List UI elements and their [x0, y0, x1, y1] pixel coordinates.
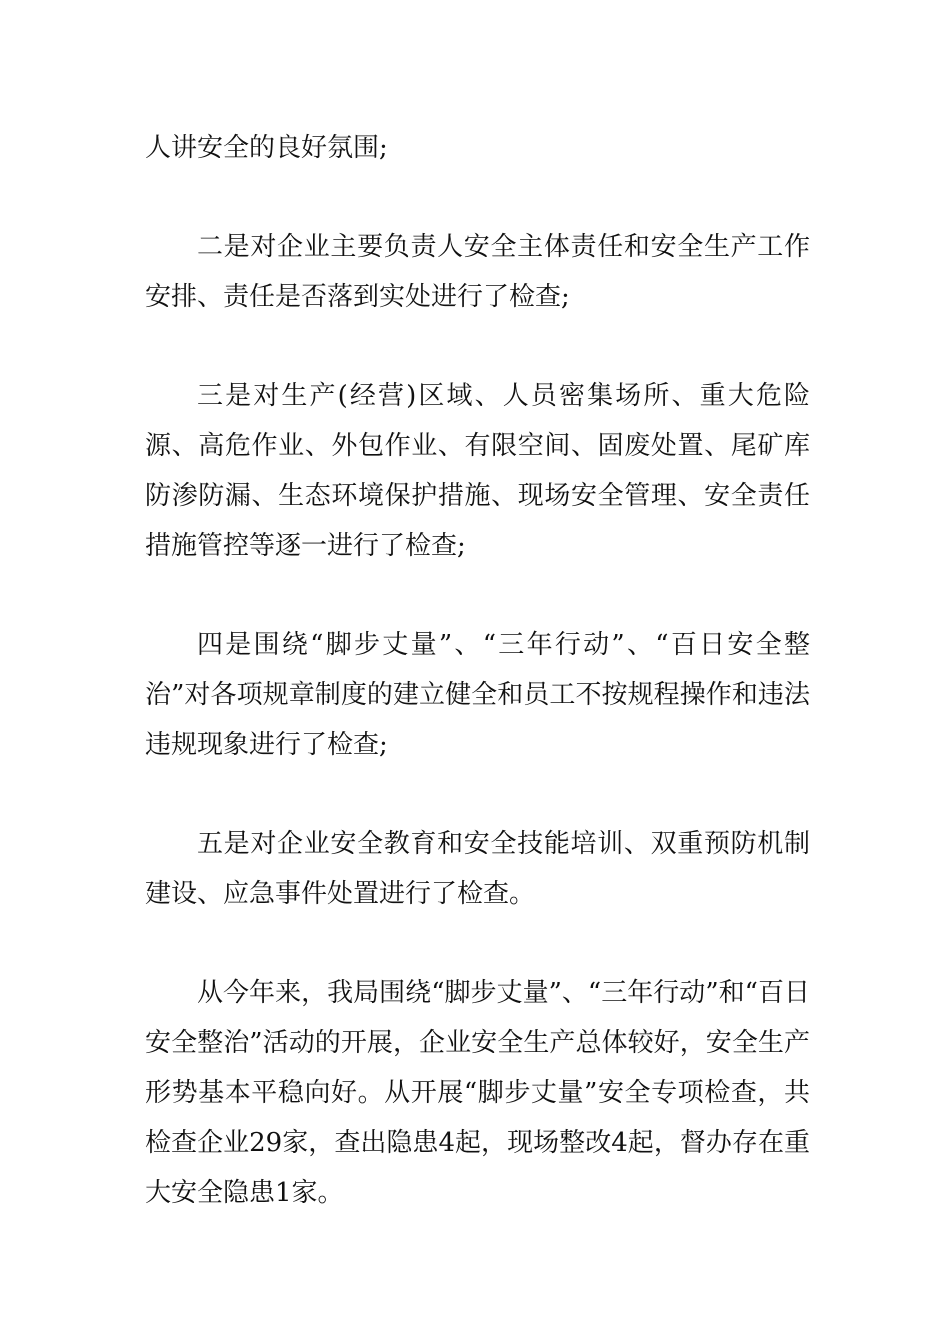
document-body	[145, 123, 810, 1218]
paragraph-item-2: 二是对企业主要负责人安全主体责任和安全生产工作安排、责任是否落到实处进行了检查;	[145, 232, 810, 312]
paragraph-item-5: 五是对企业安全教育和安全技能培训、双重预防机制建设、应急事件处置进行了检查。	[145, 829, 810, 909]
paragraph-continued: 人讲安全的良好氛围;	[145, 133, 388, 163]
paragraph-gap	[145, 322, 810, 371]
paragraph-summary: 从今年来，我局围绕“脚步丈量”、“三年行动”和“百日安全整治”活动的开展，企业安全生产总体较好，安全生产形势基本平稳向好。从开展“脚步丈量”安全专项检查，共检查企业29家，查出隐患4起，现场整改4起，督办存在重大安全隐患1家。	[145, 978, 810, 1208]
paragraph-gap	[145, 571, 810, 620]
paragraph-item-3: 三是对生产(经营)区域、人员密集场所、重大危险源、高危作业、外包作业、有限空间、固废处置、尾矿库防渗防漏、生态环境保护措施、现场安全管理、安全责任措施管控等逐一进行了检查;	[145, 381, 810, 561]
paragraph-gap	[145, 173, 810, 222]
paragraph-item-4: 四是围绕“脚步丈量”、“三年行动”、“百日安全整治”对各项规章制度的建立健全和员工不按规程操作和违法违规现象进行了检查;	[145, 630, 810, 760]
paragraph-gap	[145, 919, 810, 968]
paragraph-gap	[145, 770, 810, 819]
